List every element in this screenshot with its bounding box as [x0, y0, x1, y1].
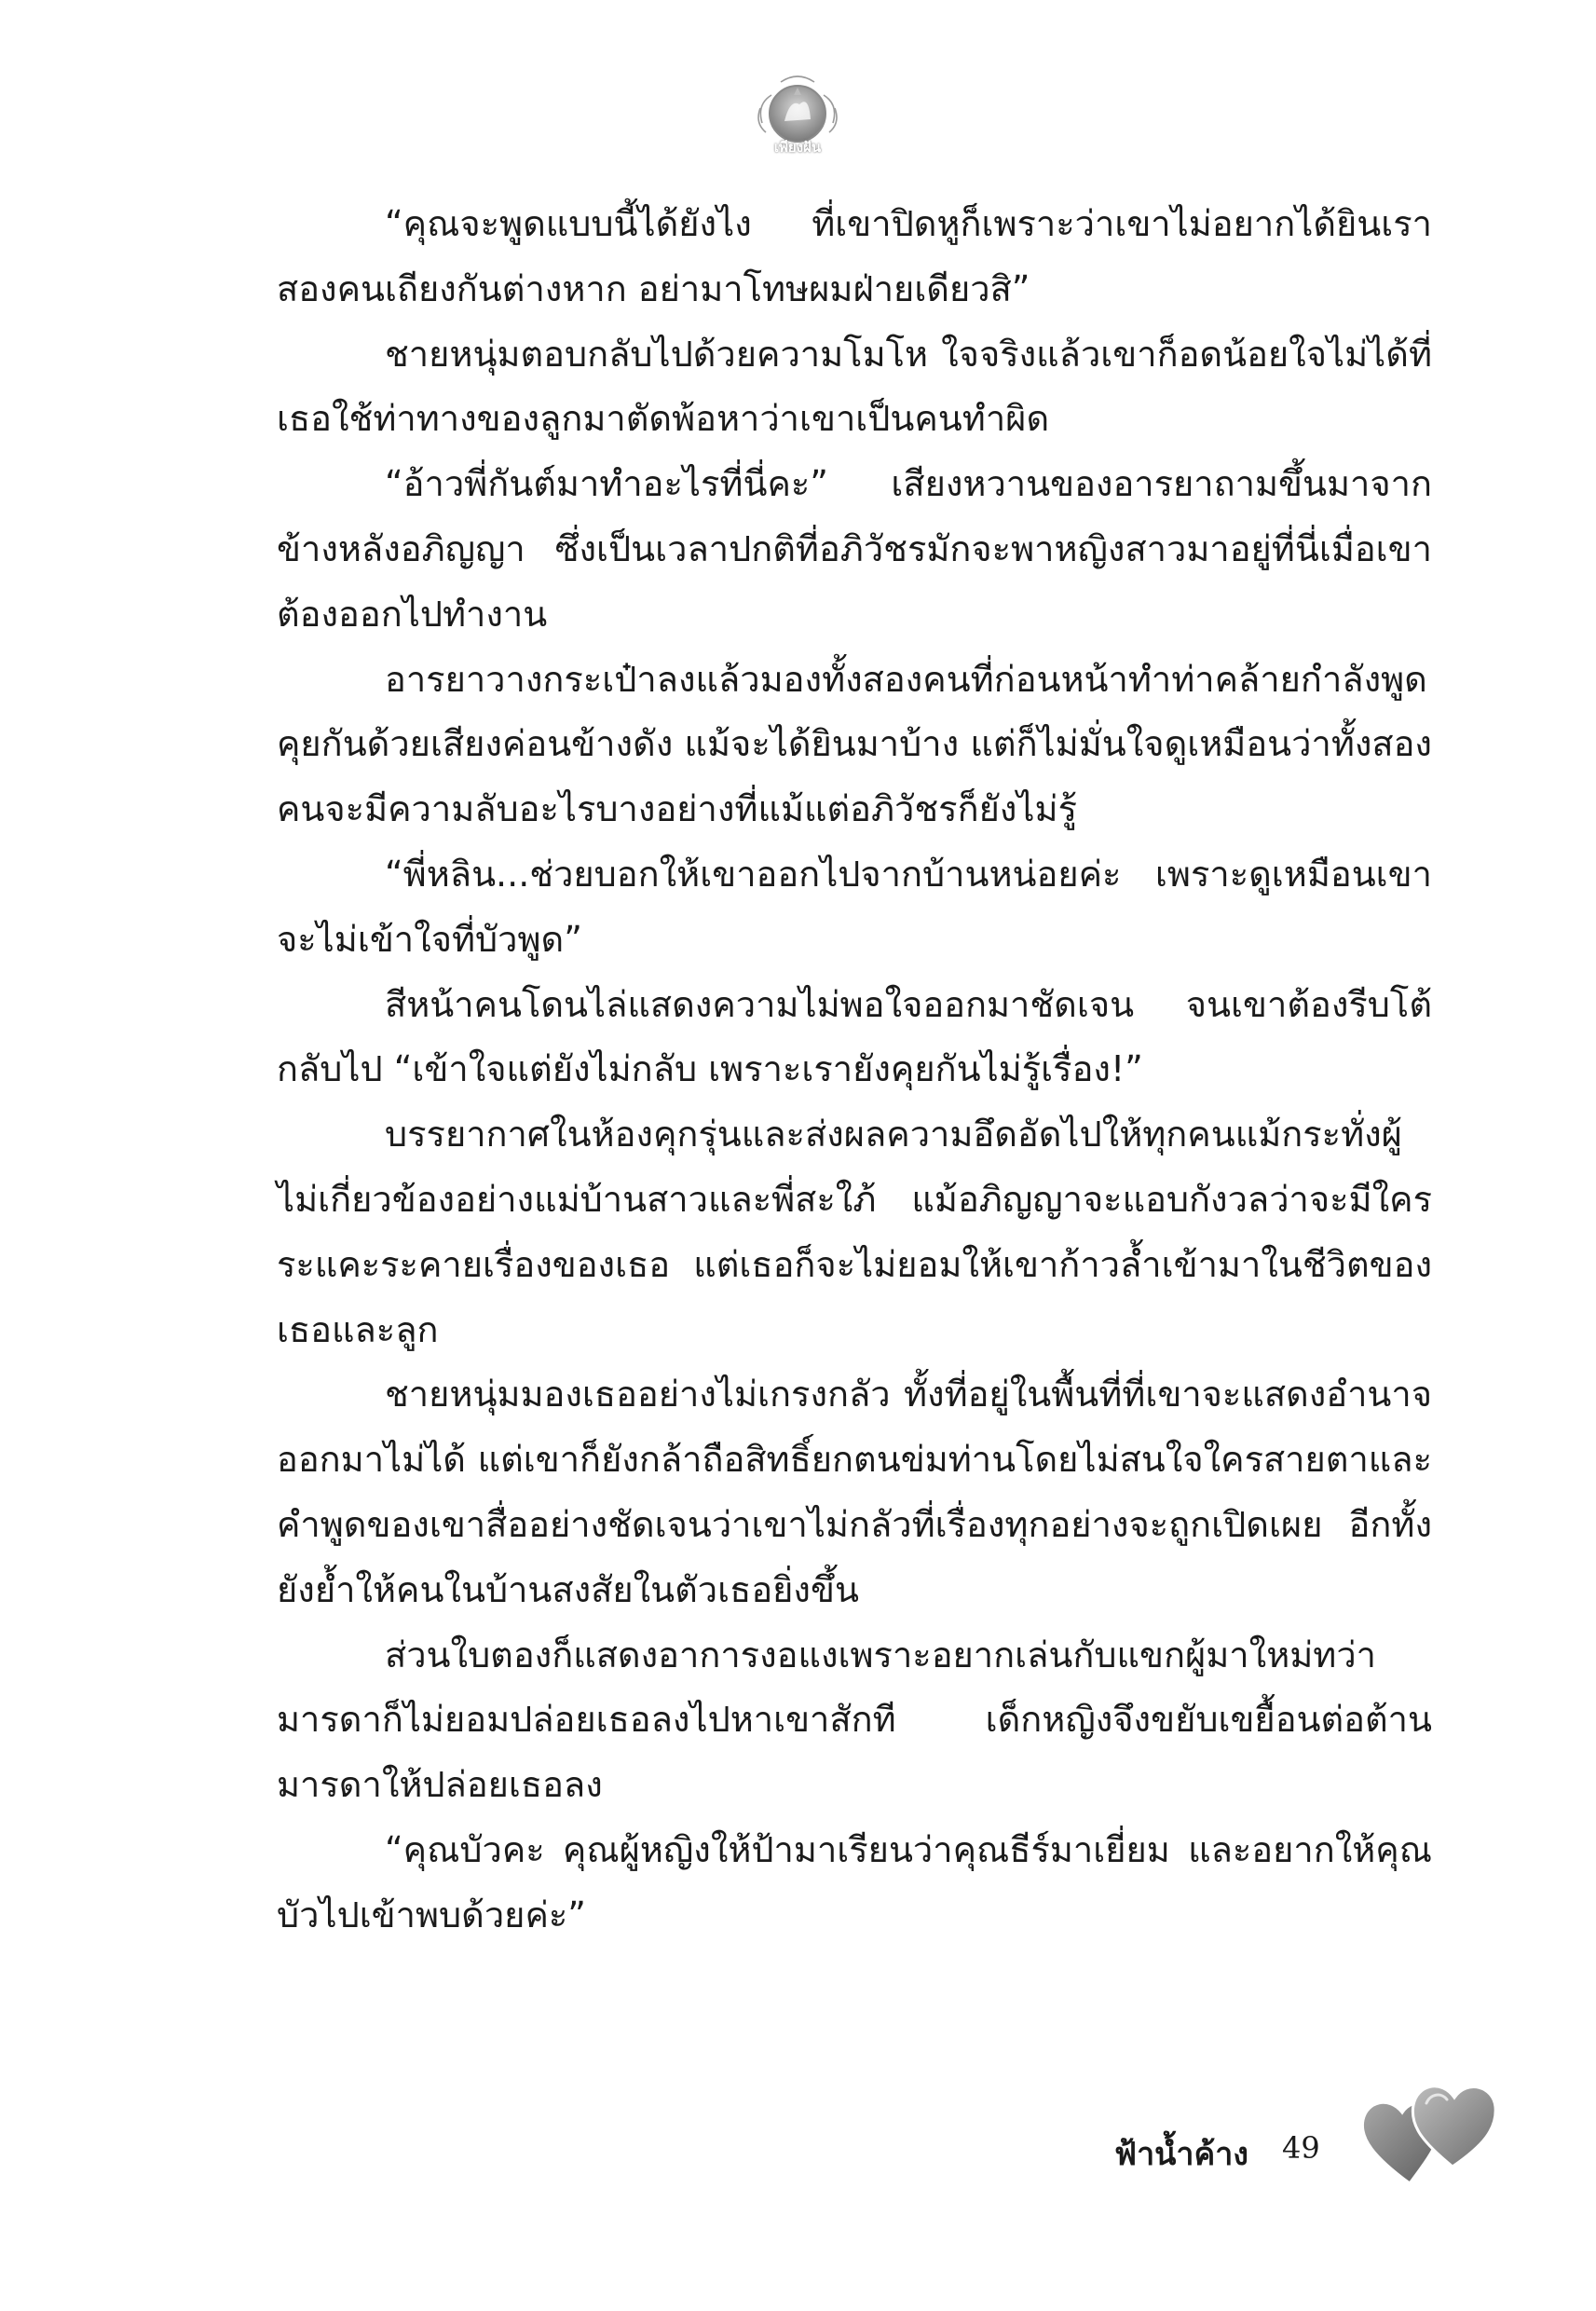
hearts-icon — [1356, 2064, 1505, 2204]
paragraph: “พี่หลิน...ช่วยบอกให้เขาออกไปจากบ้านหน่อยค่ะ เพราะดูเหมือนเขาจะไม่เข้าใจที่บัวพูด” — [277, 853, 1432, 960]
page-number: 49 — [1282, 2130, 1320, 2166]
paragraph: ชายหนุ่มมองเธออย่างไม่เกรงกลัว ทั้งที่อยู่ในพื้นที่ที่เขาจะแสดงอำนาจออกมาไม่ได้ แต่เขาก็ยังกล้าถือสิทธิ์ยกตนข่มท่านโดยไม่สนใจใครสายตาและคำพูดของเขาสื่ออย่างชัดเจนว่าเขาไม่กลัวที่เรื่องทุกอย่างจะถูกเปิดเผย อีกทั้งยังย้ำให้คนในบ้านสงสัยในตัวเธอยิ่งขึ้น — [277, 1374, 1432, 1610]
paragraph: “คุณจะพูดแบบนี้ได้ยังไง ที่เขาปิดหูก็เพราะว่าเขาไม่อยากได้ยินเราสองคนเถียงกันต่างหาก อย่ามาโทษผมฝ่ายเดียวสิ” — [277, 203, 1432, 309]
paragraph: สีหน้าคนโดนไล่แสดงความไม่พอใจออกมาชัดเจน จนเขาต้องรีบโต้กลับไป “เข้าใจแต่ยังไม่กลับ เพราะเรายังคุยกันไม่รู้เรื่อง!” — [277, 983, 1432, 1090]
book-title: ฟ้าน้ำค้าง — [1114, 2136, 1248, 2173]
paragraph: “อ้าวพี่กันต์มาทำอะไรที่นี่คะ” เสียงหวานของอารยาถามขึ้นมาจากข้างหลังอภิญญา ซึ่งเป็นเวลาปกติที่อภิวัชรมักจะพาหญิงสาวมาอยู่ที่นี่เมื่อเขาต้องออกไปทำงาน — [277, 463, 1432, 635]
body-text — [277, 192, 1432, 1949]
paragraph: ส่วนใบตองก็แสดงอาการงอแงเพราะอยากเล่นกับแขกผู้มาใหม่ทว่ามารดาก็ไม่ยอมปล่อยเธอลงไปหาเขาสักที เด็กหญิงจึงขยับเขยื้อนต่อต้านมารดาให้ปล่อยเธอลง — [277, 1634, 1432, 1806]
paragraph: อารยาวางกระเป๋าลงแล้วมองทั้งสองคนที่ก่อนหน้าทำท่าคล้ายกำลังพูดคุยกันด้วยเสียงค่อนข้างดัง แม้จะได้ยินมาบ้าง แต่ก็ไม่มั่นใจดูเหมือนว่าทั้งสองคนจะมีความลับอะไรบางอย่างที่แม้แต่อภิวัชรก็ยังไม่รู้ — [277, 658, 1432, 830]
emblem-label: เพียงฝัน — [773, 139, 822, 156]
paragraph: “คุณบัวคะ คุณผู้หญิงให้ป้ามาเรียนว่าคุณธีร์มาเยี่ยม และอยากให้คุณบัวไปเข้าพบด้วยค่ะ” — [277, 1828, 1432, 1935]
paragraph: ชายหนุ่มตอบกลับไปด้วยความโมโห ใจจริงแล้วเขาก็อดน้อยใจไม่ได้ที่เธอใช้ท่าทางของลูกมาตัดพ้อหาว่าเขาเป็นคนทำผิด — [277, 333, 1432, 440]
paragraph: บรรยากาศในห้องคุกรุ่นและส่งผลความอึดอัดไปให้ทุกคนแม้กระทั่งผู้ไม่เกี่ยวข้องอย่างแม่บ้านสาวและพี่สะใภ้ แม้อภิญญาจะแอบกังวลว่าจะมีใครระแคะระคายเรื่องของเธอ แต่เธอก็จะไม่ยอมให้เขาก้าวล้ำเข้ามาในชีวิตของเธอและลูก — [277, 1114, 1432, 1350]
